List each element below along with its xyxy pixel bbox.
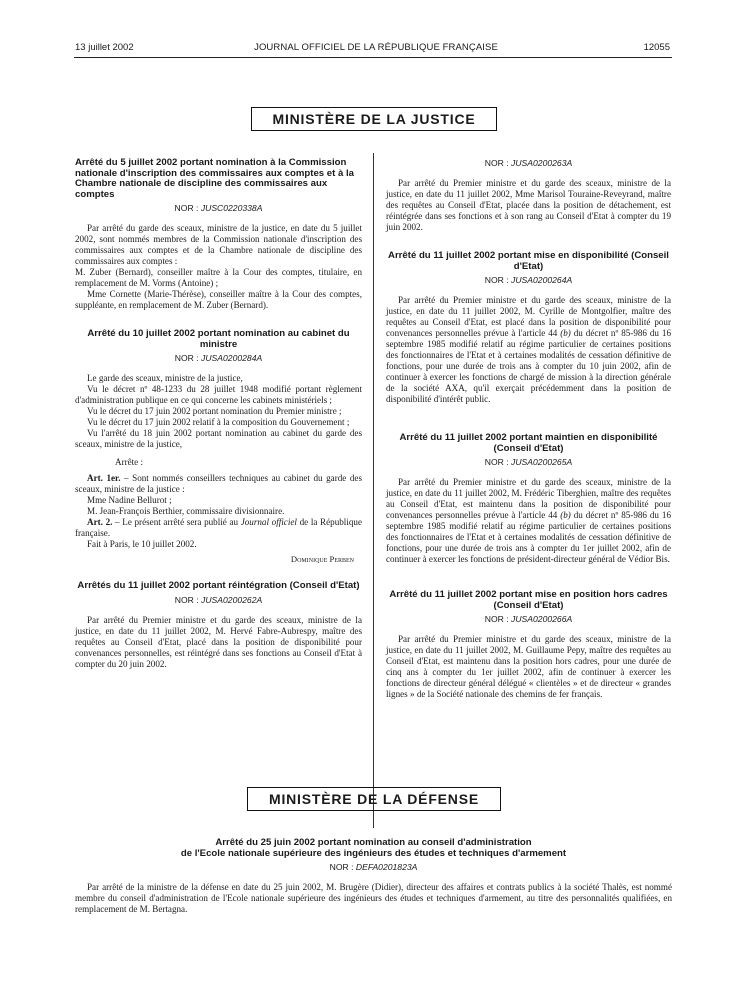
- decree-paragraph: Par arrêté de la ministre de la défense en date du 25 juin 2002, M. Brugère (Didier), directeur des affaires et contrats publics à la société Thalès, est nommé membre du conseil d'administration de l'Ecole nationale supérieure des ingénieurs des études et techniques d'armement, au titre des personnalités qualifiées, en remplacement de M. Bertagna.: [75, 882, 672, 914]
- column-separator: [373, 153, 374, 828]
- decree-paragraph: Vu le décret du 17 juin 2002 relatif à la composition du Gouvernement ;: [87, 417, 350, 427]
- signature: Dominique Perben: [290, 554, 354, 564]
- decree-paragraph: Vu le décret nº 48-1233 du 28 juillet 1948 modifié portant règlement d'administration publique en ce qui concerne les cabinets ministériels ;: [75, 384, 362, 405]
- nor-reference: NOR : JUSA0200263A: [484, 158, 573, 168]
- decree-title: Arrêté du 5 juillet 2002 portant nomination à la Commission nationale d'inscription des commissaires aux comptes et à la Chambre nationale de discipline des commissaires aux comptes: [75, 157, 354, 200]
- decree-paragraph: Par arrêté du Premier ministre et du garde des sceaux, ministre de la justice, en date du 11 juillet 2002, M. Hervé Fabre-Aubrespy, maître des requêtes au Conseil d'Etat, placé dans la position de disponibilité pour convenances personnelles, est réintégré dans ses fonctions au Conseil d'Etat à compter du 20 juin 2002.: [75, 614, 362, 669]
- decree-title: Arrêté du 11 juillet 2002 portant mise en disponibilité (Conseil d'Etat): [388, 250, 669, 272]
- nor-reference: NOR : JUSA0200266A: [484, 614, 573, 624]
- decree-title: Arrêté du 10 juillet 2002 portant nomination au cabinet du ministre: [87, 328, 350, 350]
- decree-title: Arrêtés du 11 juillet 2002 portant réintégration (Conseil d'Etat): [77, 580, 360, 591]
- header-journal-title: JOURNAL OFFICIEL DE LA RÉPUBLIQUE FRANÇAISE: [254, 42, 498, 53]
- decree-paragraph: Par arrêté du Premier ministre et du garde des sceaux, ministre de la justice, en date du 11 juillet 2002, M. Cyrille de Montgolfier, maître des requêtes au Conseil d'Etat, est placé dans la position de disponibilité pour convenances personnelles prévue à l'article 44 (b) du décret nº 85-986 du 16 septembre 1985 modifié relatif au régime particulier de certaines positions des fonctionnaires de l'Etat et à certaines modalités de cessation définitive de fonctions, pour une durée de trois ans à compter du 10 juin 2002, afin de continuer à exercer les fonctions de chargé de mission à la direction générale de la société AXA, qu'il exerçait précédemment dans la position de disponibilité d'intérêt public.: [386, 295, 671, 404]
- nor-reference: NOR : JUSA0200262A: [174, 594, 263, 605]
- ministry-justice-heading: MINISTÈRE DE LA JUSTICE: [251, 107, 497, 131]
- nor-reference: NOR : JUSA0200264A: [484, 275, 573, 285]
- decree-paragraph: Mme Cornette (Marie-Thérèse), conseiller maître à la Cour des comptes, suppléante, en remplacement de M. Zuber (Bernard).: [75, 289, 362, 310]
- ministry-defense-heading: MINISTÈRE DE LA DÉFENSE: [247, 787, 501, 811]
- nor-reference: NOR : JUSC0220338A: [174, 203, 263, 213]
- decree-paragraph: Fait à Paris, le 10 juillet 2002.: [87, 539, 197, 549]
- nor-reference: NOR : JUSA0200265A: [484, 457, 573, 467]
- nor-reference: NOR : JUSA0200284A: [174, 353, 263, 363]
- decree-paragraph: Par arrêté du garde des sceaux, ministre de la justice, en date du 5 juillet 2002, sont nommés membres de la Commission nationale d'inscription des commissaires aux comptes et de la Chambre nationale de discipline des commissaires aux comptes :: [75, 223, 362, 266]
- left-column: [75, 158, 362, 670]
- decree-title: Arrêté du 11 juillet 2002 portant maintien en disponibilité (Conseil d'Etat): [399, 432, 658, 454]
- decree-title-line-1: Arrêté du 25 juin 2002 portant nomination au conseil d'administration: [215, 837, 532, 848]
- header-page-number: 12055: [643, 42, 670, 53]
- article-paragraph: Art. 2. – Le présent arrêté sera publié au Journal officiel de la République française.: [75, 517, 362, 538]
- decree-paragraph: Par arrêté du Premier ministre et du garde des sceaux, ministre de la justice, en date du 11 juillet 2002, Mme Marisol Touraine-Reveyrand, maître des requêtes au Conseil d'Etat, placée dans la position de détachement, est réintégrée dans ses fonctions et à son rang au Conseil d'Etat à compter du 19 juin 2002.: [386, 178, 671, 232]
- article-paragraph: Art. 1er. – Sont nommés conseillers techniques au cabinet du garde des sceaux, ministre de la justice :: [75, 473, 362, 494]
- decree-title-line-2: de l'Ecole nationale supérieure des ingénieurs des études et techniques d'armement: [180, 847, 567, 859]
- decree-paragraph: M. Jean-François Berthier, commissaire divisionnaire.: [87, 506, 285, 516]
- right-column: [386, 158, 671, 700]
- decree-paragraph: Par arrêté du Premier ministre et du garde des sceaux, ministre de la justice, en date du 11 juillet 2002, M. Frédéric Tiberghien, maître des requêtes au Conseil d'Etat, est maintenu dans la position de disponibilité pour convenances personnelles prévue à l'article 44 (b) du décret nº 85-986 du 16 septembre 1985 modifié relatif au régime particulier de certaines positions des fonctionnaires de l'Etat et à certaines modalités de cessation définitive de fonctions, pour une durée de trois ans à compter du 1er juillet 2002, afin de continuer à exercer les fonctions de président-directeur général de Védior Bis.: [386, 477, 671, 564]
- header-date: 13 juillet 2002: [75, 42, 134, 53]
- decree-paragraph: Vu le décret du 17 juin 2002 portant nomination du Premier ministre ;: [87, 406, 342, 416]
- nor-reference: NOR : DEFA0201823A: [329, 862, 418, 872]
- decree-title: Arrêté du 11 juillet 2002 portant mise en position hors cadres (Conseil d'Etat): [389, 589, 668, 611]
- header-rule: [74, 57, 672, 58]
- decree-paragraph: M. Zuber (Bernard), conseiller maître à la Cour des comptes, titulaire, en remplacement de M. Vorms (Antoine) ;: [75, 267, 362, 288]
- decree-paragraph: Par arrêté du Premier ministre et du garde des sceaux, ministre de la justice, en date du 11 juillet 2002, M. Guillaume Pepy, maître des requêtes au Conseil d'Etat, est maintenu dans la position hors cadres, pour une durée de cinq ans à compter du 1er juillet 2002, afin de continuer à exercer les fonctions de directeur général délégué « clientèles » et de directeur « grandes lignes » de la Société nationale des chemins de fer français.: [386, 634, 671, 699]
- decree-paragraph: Mme Nadine Bellurot ;: [87, 495, 172, 505]
- arrete-label: Arrête :: [115, 457, 144, 467]
- defense-section: [75, 838, 672, 915]
- decree-paragraph: Le garde des sceaux, ministre de la justice,: [87, 373, 243, 383]
- decree-paragraph: Vu l'arrêté du 18 juin 2002 portant nomination au cabinet du garde des sceaux, ministre de la justice,: [75, 428, 362, 449]
